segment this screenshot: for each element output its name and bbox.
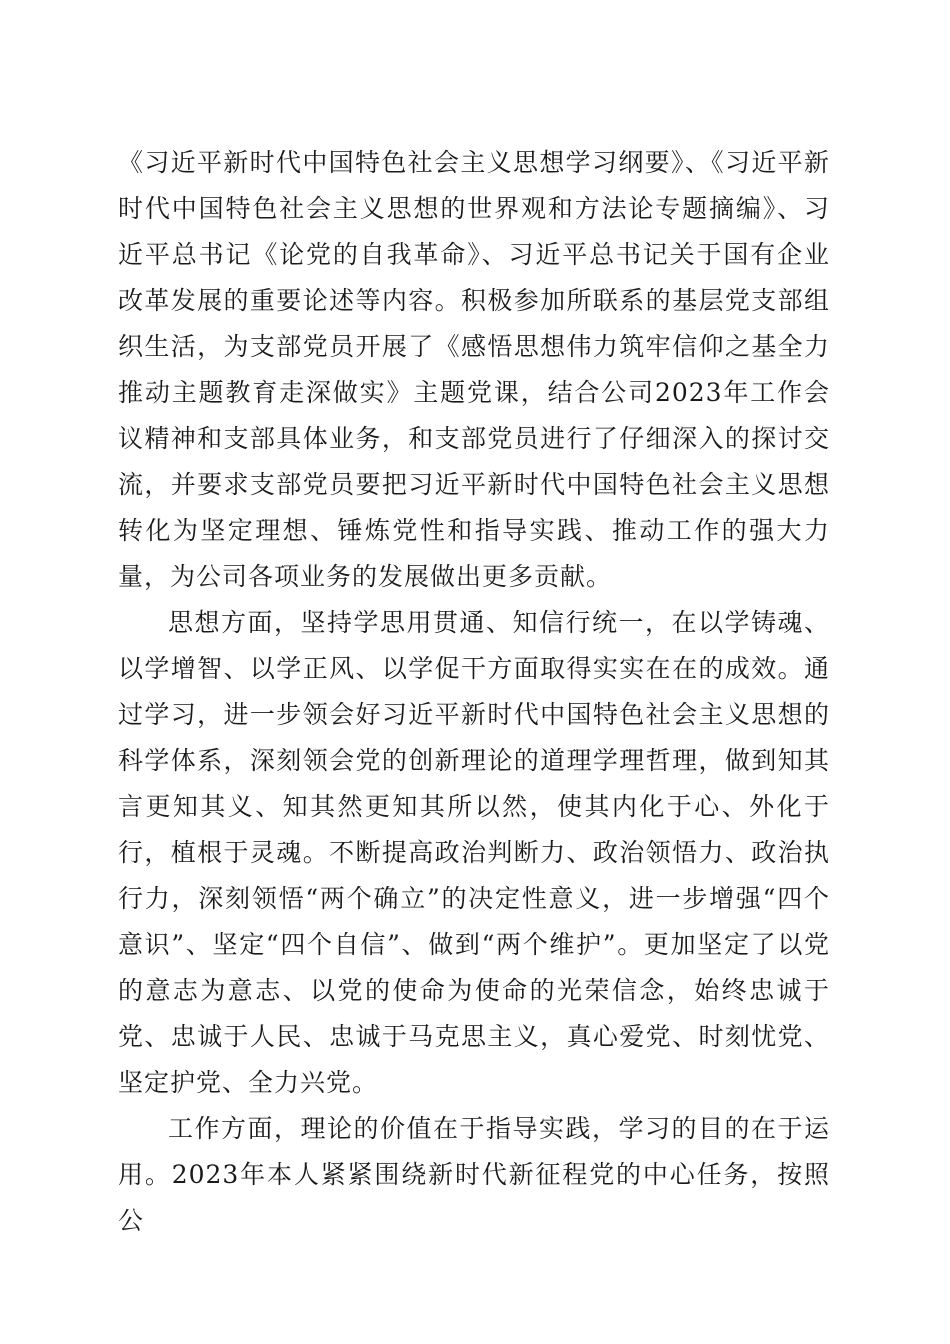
document-body: [118, 140, 830, 1244]
paragraph-work: 工作方面，理论的价值在于指导实践，学习的目的在于运用。2023年本人紧紧围绕新时代新征程党的中心任务，按照公: [118, 1114, 830, 1235]
paragraph-study-content: 《习近平新时代中国特色社会主义思想学习纲要》、《习近平新时代中国特色社会主义思想的世界观和方法论专题摘编》、习近平总书记《论党的自我革命》、习近平总书记关于国有企业改革发展的重要论述等内容。积极参加所联系的基层党支部组织生活，为支部党员开展了《感悟思想伟力筑牢信仰之基全力推动主题教育走深做实》主题党课，结合公司2023年工作会议精神和支部具体业务，和支部党员进行了仔细深入的探讨交流，并要求支部党员要把习近平新时代中国特色社会主义思想转化为坚定理想、锤炼党性和指导实践、推动工作的强大力量，为公司各项业务的发展做出更多贡献。: [118, 148, 830, 591]
paragraph-ideology: 思想方面，坚持学思用贯通、知信行统一，在以学铸魂、以学增智、以学正风、以学促干方面取得实实在在的成效。通过学习，进一步领会好习近平新时代中国特色社会主义思想的科学体系，深刻领会党的创新理论的道理学理哲理，做到知其言更知其义、知其然更知其所以然，使其内化于心、外化于行，植根于灵魂。不断提高政治判断力、政治领悟力、政治执行力，深刻领悟“两个确立”的决定性意义，进一步增强“四个意识”、坚定“四个自信”、做到“两个维护”。更加坚定了以党的意志为意志、以党的使命为使命的光荣信念，始终忠诚于党、忠诚于人民、忠诚于马克思主义，真心爱党、时刻忧党、坚定护党、全力兴党。: [118, 608, 830, 1097]
